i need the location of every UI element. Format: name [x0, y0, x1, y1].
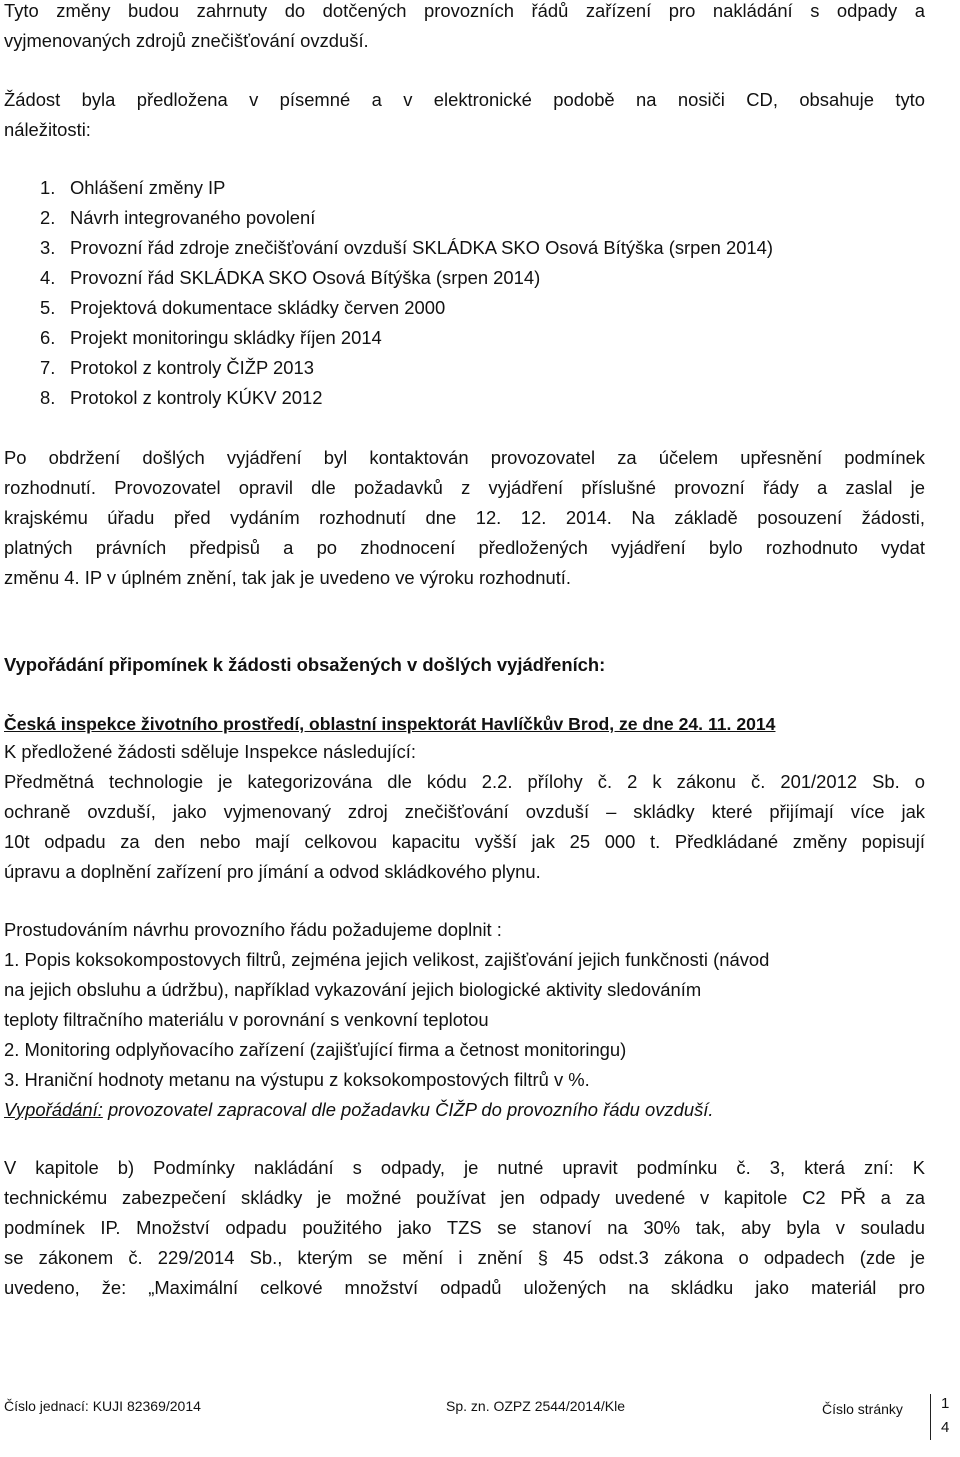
list-item: 1. Ohlášení změny IP	[40, 177, 226, 198]
list-item: 8. Protokol z kontroly KÚKV 2012	[40, 387, 323, 408]
paragraph-line: podmínek IP. Množství odpadu použitého jako TZS se stanoví na 30% tak, aby byla v souladu	[4, 1217, 925, 1238]
paragraph-line: Prostudováním návrhu provozního řádu požadujeme doplnit :	[4, 919, 502, 940]
intro-line-4: náležitosti:	[4, 119, 91, 140]
intro-line-2: vyjmenovaných zdrojů znečišťování ovzduší.	[4, 30, 369, 51]
paragraph-line: V kapitole b) Podmínky nakládání s odpady, je nutné upravit podmínku č. 3, která zní: K	[4, 1157, 925, 1178]
paragraph-line: platných právních předpisů a po zhodnocení předložených vyjádření bylo rozhodnuto vydat	[4, 537, 925, 558]
paragraph-line: K předložené žádosti sděluje Inspekce následující:	[4, 741, 417, 762]
paragraph-line: 1. Popis koksokompostovych filtrů, zejména jejich velikost, zajišťování jejich funkčnosti (návod	[4, 949, 770, 970]
paragraph-line: teploty filtračního materiálu v porovnání s venkovní teplotou	[4, 1009, 489, 1030]
page-number: 1	[941, 1395, 950, 1412]
footer-file-number: Sp. zn. OZPZ 2544/2014/Kle	[446, 1398, 625, 1414]
paragraph-line: krajskému úřadu před vydáním rozhodnutí dne 12. 12. 2014. Na základě posouzení žádosti,	[4, 507, 925, 528]
paragraph-line: se zákonem č. 229/2014 Sb., kterým se mění i znění § 45 odst.3 zákona o odpadech (zde je	[4, 1247, 925, 1268]
list-item: 5. Projektová dokumentace skládky červen 2000	[40, 297, 446, 318]
resolution-label: Vypořádání:	[4, 1099, 103, 1120]
list-item: 2. Návrh integrovaného povolení	[40, 207, 316, 228]
intro-line-1: Tyto změny budou zahrnuty do dotčených provozních řádů zařízení pro nakládání s odpady a	[4, 0, 925, 21]
page-number-box	[930, 1394, 953, 1440]
paragraph-line: na jejich obsluhu a údržbu), například vykazování jejich biologické aktivity sledováním	[4, 979, 702, 1000]
resolution-note	[4, 1099, 714, 1121]
list-item: 3. Provozní řád zdroje znečišťování ovzduší SKLÁDKA SKO Osová Bítýška (srpen 2014)	[40, 237, 774, 258]
page-total: 4	[941, 1419, 950, 1436]
intro-line-3: Žádost byla předložena v písemné a v elektronické podobě na nosiči CD, obsahuje tyto	[4, 89, 925, 110]
paragraph-line: technickému zabezpečení skládky je možné používat jen odpady uvedené v kapitole C2 PŘ a za	[4, 1187, 925, 1208]
section-subheading: Česká inspekce životního prostředí, oblastní inspektorát Havlíčkův Brod, ze dne 24. 11. 2014	[4, 714, 776, 734]
paragraph-line: Po obdržení došlých vyjádření byl kontaktován provozovatel za účelem upřesnění podmínek	[4, 447, 925, 468]
paragraph-line: 2. Monitoring odplyňovacího zařízení (zajišťující firma a četnost monitoringu)	[4, 1039, 627, 1060]
resolution-text: provozovatel zapracoval dle požadavku ČIŽP do provozního řádu ovzduší.	[102, 1099, 714, 1120]
paragraph-line: 10t odpadu za den nebo mají celkovou kapacitu vyšší jak 25 000 t. Předkládané změny popisují	[4, 831, 925, 852]
section-heading: Vypořádání připomínek k žádosti obsažených v došlých vyjádřeních:	[4, 654, 606, 675]
list-item: 6. Projekt monitoringu skládky říjen 2014	[40, 327, 382, 348]
paragraph-line: úpravu a doplnění zařízení pro jímání a odvod skládkového plynu.	[4, 861, 541, 882]
footer-page-label: Číslo stránky	[822, 1401, 903, 1417]
paragraph-line: rozhodnutí. Provozovatel opravil dle požadavků z vyjádření příslušné provozní řády a zaslal je	[4, 477, 925, 498]
list-item: 7. Protokol z kontroly ČIŽP 2013	[40, 357, 314, 378]
paragraph-line: Předmětná technologie je kategorizována dle kódu 2.2. přílohy č. 2 k zákonu č. 201/2012 Sb. o	[4, 771, 925, 792]
list-item: 4. Provozní řád SKLÁDKA SKO Osová Bítýška (srpen 2014)	[40, 267, 541, 288]
paragraph-line: uvedeno, že: „Maximální celkové množství odpadů uložených na skládku jako materiál pro	[4, 1277, 925, 1298]
paragraph-line: změnu 4. IP v úplném znění, tak jak je uvedeno ve výroku rozhodnutí.	[4, 567, 572, 588]
footer-reference: Číslo jednací: KUJI 82369/2014	[4, 1398, 201, 1414]
paragraph-line: ochraně ovzduší, jako vyjmenovaný zdroj znečišťování ovzduší – skládky které přijímají více jak	[4, 801, 925, 822]
paragraph-line: 3. Hraniční hodnoty metanu na výstupu z koksokompostových filtrů v %.	[4, 1069, 590, 1090]
